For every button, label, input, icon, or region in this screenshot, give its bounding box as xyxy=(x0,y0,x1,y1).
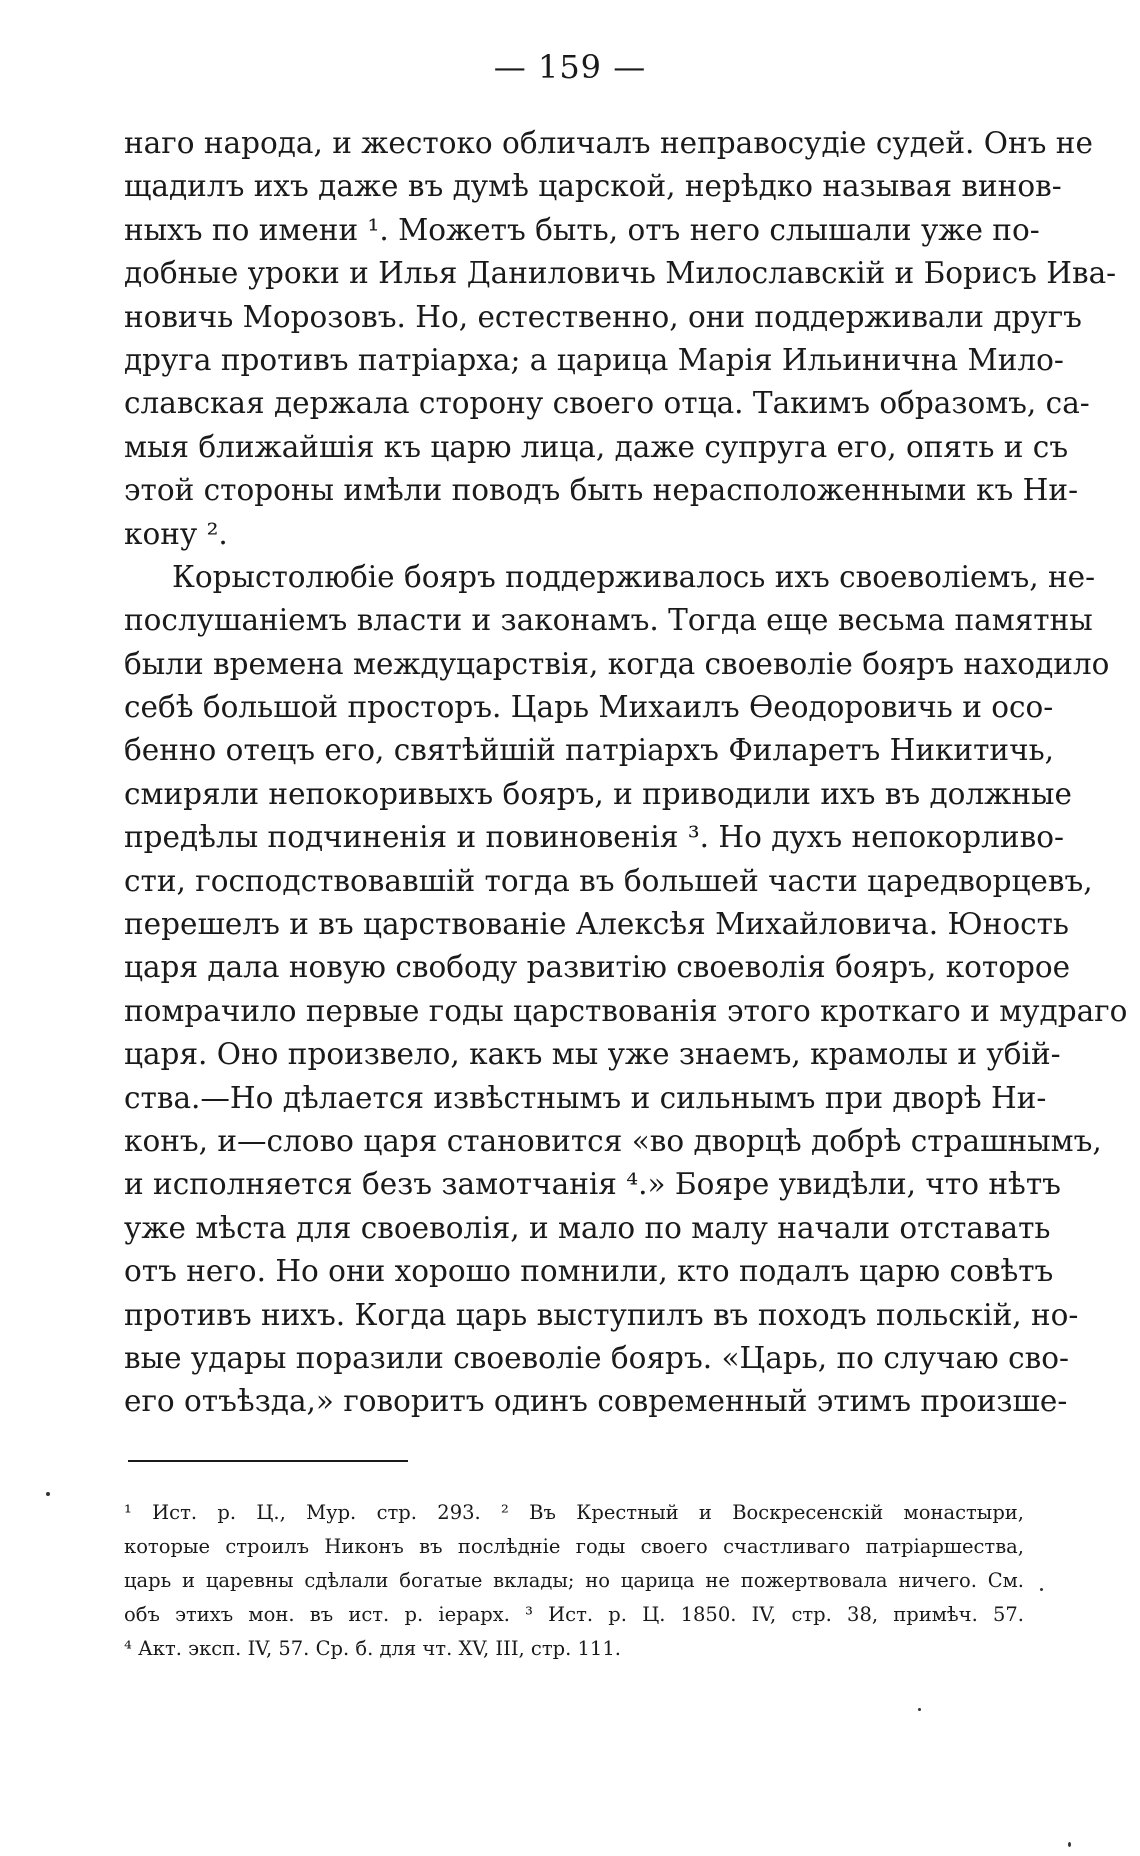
scan-speck xyxy=(918,1708,921,1711)
text-line: мыя ближайшія къ царю лица, даже супруга его, опять и съ xyxy=(124,429,1069,464)
footnote-line: которые строилъ Никонъ въ послѣдніе годы своего счастливаго патріаршества, xyxy=(124,1535,1024,1558)
text-line: сти, господствовавшій тогда въ большей части царедворцевъ, xyxy=(124,863,1093,898)
text-line: ныхъ по имени ¹. Можетъ быть, отъ него слышали уже по- xyxy=(124,212,1040,247)
text-line: смиряли непокоривыхъ бояръ, и приводили ихъ въ должные xyxy=(124,776,1072,811)
text-line: бенно отецъ его, святѣйшій патріархъ Филаретъ Никитичь, xyxy=(124,733,1055,768)
text-line: противъ нихъ. Когда царь выступилъ въ походъ польскій, но- xyxy=(124,1297,1079,1332)
scan-speck xyxy=(1040,1588,1043,1591)
footnote-divider xyxy=(128,1460,408,1462)
footnote-line: ¹ Ист. р. Ц., Мур. стр. 293. ² Въ Крестный и Воскресенскій монастыри, xyxy=(124,1501,1024,1524)
text-line: этой стороны имѣли поводъ быть нерасположенными къ Ни- xyxy=(124,473,1079,508)
text-line: царя. Оно произвело, какъ мы уже знаемъ, крамолы и убій- xyxy=(124,1037,1061,1072)
text-line: щадилъ ихъ даже въ думѣ царской, нерѣдко называя винов- xyxy=(124,169,1062,204)
footnotes xyxy=(124,1496,1024,1666)
footnote-line: объ этихъ мон. въ ист. р. іерарх. ³ Ист. р. Ц. 1850. IV, стр. 38, примѣч. 57. xyxy=(124,1603,1024,1626)
paragraph-2 xyxy=(124,556,1128,1424)
text-line: конъ, и—слово царя становится «во дворцѣ добрѣ страшнымъ, xyxy=(124,1123,1102,1158)
text-line: себѣ большой просторъ. Царь Михаилъ Ѳеодоровичь и осо- xyxy=(124,690,1054,725)
footnote-line: ⁴ Акт. эксп. IV, 57. Ср. б. для чт. XV, III, стр. 111. xyxy=(124,1637,621,1660)
footnote-line: царь и царевны сдѣлали богатые вклады; но царица не пожертвовала ничего. См. xyxy=(124,1569,1024,1592)
text-line: новичь Морозовъ. Но, естественно, они поддерживали другъ xyxy=(124,299,1082,334)
text-line: помрачило первые годы царствованія этого кроткаго и мудраго xyxy=(124,993,1128,1028)
text-line: его отъѣзда,» говоритъ одинъ современный этимъ произше- xyxy=(124,1384,1068,1419)
text-line: Корыстолюбіе бояръ поддерживалось ихъ своеволіемъ, не- xyxy=(172,559,1096,594)
text-line: были времена междуцарствія, когда своеволіе бояръ находило xyxy=(124,646,1110,681)
text-line: перешелъ и въ царствованіе Алексѣя Михайловича. Юность xyxy=(124,907,1069,942)
text-line: славская держала сторону своего отца. Такимъ образомъ, са- xyxy=(124,386,1090,421)
text-line: предѣлы подчиненія и повиновенія ³. Но духъ непокорливо- xyxy=(124,820,1064,855)
page-number: — 159 — xyxy=(493,48,647,86)
scan-speck xyxy=(46,1492,50,1496)
text-line: вые удары поразили своеволіе бояръ. «Царь, по случаю сво- xyxy=(124,1340,1069,1375)
text-line: и исполняется безъ замотчанія ⁴.» Бояре увидѣли, что нѣтъ xyxy=(124,1167,1061,1202)
text-line: уже мѣста для своеволія, и мало по малу начали отставать xyxy=(124,1210,1051,1245)
scan-speck xyxy=(1068,1842,1071,1847)
text-line: отъ него. Но они хорошо помнили, кто подалъ царю совѣтъ xyxy=(124,1254,1054,1289)
text-line: царя дала новую свободу развитію своеволія бояръ, которое xyxy=(124,950,1071,985)
text-line: ства.—Но дѣлается извѣстнымъ и сильнымъ при дворѣ Ни- xyxy=(124,1080,1047,1115)
text-line: друга противъ патріарха; а царица Марія Ильинична Мило- xyxy=(124,342,1064,377)
text-line: наго народа, и жестоко обличалъ неправосудіе судей. Онъ не xyxy=(124,126,1093,160)
text-line: послушаніемъ власти и законамъ. Тогда еще весьма памятны xyxy=(124,603,1093,638)
paragraph-1 xyxy=(124,122,1117,556)
text-line: добные уроки и Илья Даниловичь Милославскій и Борисъ Ива- xyxy=(124,256,1117,291)
text-line: кону ². xyxy=(124,516,228,551)
body-text xyxy=(124,122,1128,1424)
